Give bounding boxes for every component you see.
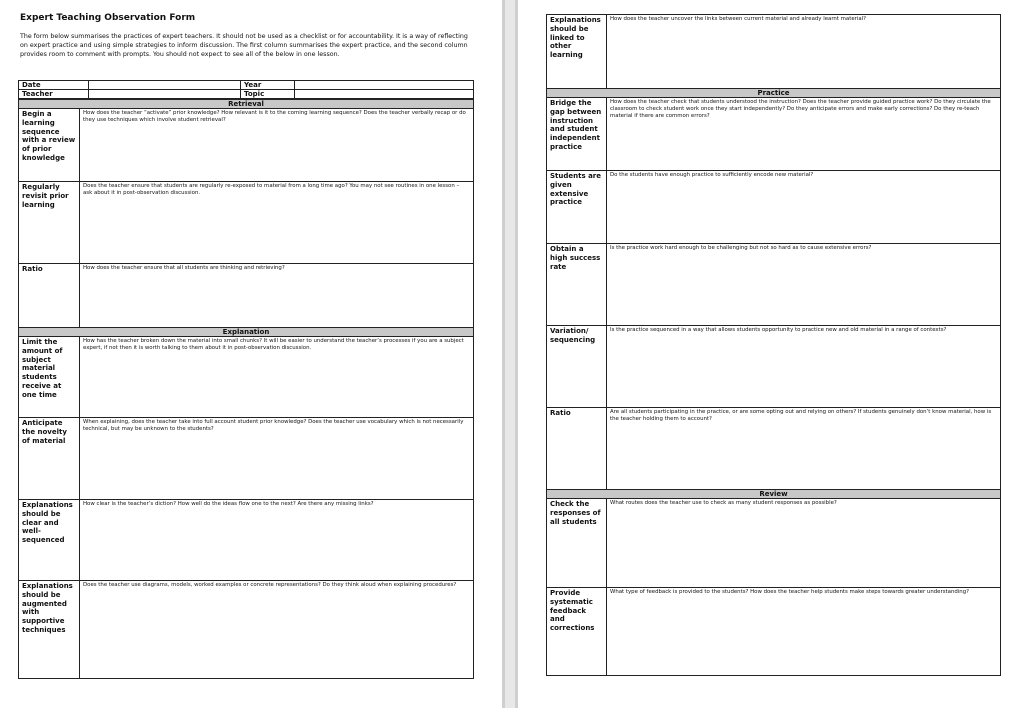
comment-cell[interactable]: How does the teacher uncover the links between current material and already learnt material? (607, 15, 1001, 89)
practice-label: Provide systematic feedback and corrections (547, 588, 607, 676)
practice-label: Begin a learning sequence with a review of prior knowledge (19, 109, 80, 182)
intro-text: The form below summarises the practices of expert teachers. It should not be used as a checklist or for accountability. It is a way of reflecting on expert practice and using simple strategies to inform discussion. The first column summarises the expert practice, and the second column provides room to comment with prompts. You should not expect to see all of the below in one lesson. (20, 33, 468, 58)
date-field[interactable] (89, 81, 241, 90)
practice-label: Limit the amount of subject material students receive at one time (19, 337, 80, 418)
comment-cell[interactable]: How has the teacher broken down the material into small chunks? It will be easier to understand the teacher’s processes if you are a subject expert, if not then it is worth talking to them about it in post-observation discussion. (80, 337, 474, 418)
comment-cell[interactable]: Is the practice sequenced in a way that allows students opportunity to practice new and old material in a range of contexts? (607, 326, 1001, 408)
form-title: Expert Teaching Observation Form (20, 13, 196, 23)
comment-cell[interactable]: How does the teacher ensure that all students are thinking and retrieving? (80, 264, 474, 328)
comment-cell[interactable]: How does the teacher check that students understood the instruction? Does the teacher provide guided practice work? Do they circulate the classroom to check student work once they start independently? Do they anticipate errors and make early corrections? Do they re-teach material if there are common errors? (607, 98, 1001, 171)
comment-cell[interactable]: How does the teacher “activate” prior knowledge? How relevant is it to the coming learning sequence? Does the teacher verbally recap or do they use techniques which involve student retrieval? (80, 109, 474, 182)
teacher-field[interactable] (89, 90, 241, 99)
retrieval-heading: Retrieval (19, 100, 474, 109)
practice-label: Bridge the gap between instruction and student independent practice (547, 98, 607, 171)
comment-cell[interactable]: When explaining, does the teacher take into full account student prior knowledge? Does the teacher use vocabulary which is not necessarily technical, but may be unknown to the students? (80, 418, 474, 500)
explanation-heading: Explanation (19, 328, 474, 337)
retrieval-explanation-table (18, 99, 474, 679)
practice-label: Ratio (19, 264, 80, 328)
practice-label: Check the responses of all students (547, 499, 607, 588)
scrollbar[interactable] (505, 0, 515, 708)
meta-table (18, 80, 474, 99)
comment-cell[interactable]: What type of feedback is provided to the students? How does the teacher help students make steps towards greater understanding? (607, 588, 1001, 676)
date-label: Date (19, 81, 89, 90)
topic-field[interactable] (295, 90, 474, 99)
comment-cell[interactable]: Are all students participating in the practice, or are some opting out and relying on others? If students genuinely don’t know material, how is the teacher holding them to account? (607, 408, 1001, 490)
topic-label: Topic (241, 90, 295, 99)
practice-label: Explanations should be augmented with supportive techniques (19, 581, 80, 679)
year-label: Year (241, 81, 295, 90)
practice-review-table (546, 14, 1001, 676)
comment-cell[interactable]: What routes does the teacher use to check as many student responses as possible? (607, 499, 1001, 588)
practice-label: Explanations should be clear and well-sequenced (19, 500, 80, 581)
page-1 (0, 0, 502, 708)
page-gutter (502, 0, 518, 708)
practice-label: Ratio (547, 408, 607, 490)
comment-cell[interactable]: Do the students have enough practice to sufficiently encode new material? (607, 171, 1001, 244)
year-field[interactable] (295, 81, 474, 90)
practice-label: Obtain a high success rate (547, 244, 607, 326)
practice-label: Anticipate the novelty of material (19, 418, 80, 500)
practice-label: Variation/ sequencing (547, 326, 607, 408)
review-heading: Review (547, 490, 1001, 499)
page-2 (518, 0, 1024, 708)
teacher-label: Teacher (19, 90, 89, 99)
practice-label: Explanations should be linked to other learning (547, 15, 607, 89)
comment-cell[interactable]: How clear is the teacher’s diction? How well do the ideas flow one to the next? Are there any missing links? (80, 500, 474, 581)
practice-label: Regularly revisit prior learning (19, 182, 80, 264)
practice-heading: Practice (547, 89, 1001, 98)
practice-label: Students are given extensive practice (547, 171, 607, 244)
comment-cell[interactable]: Does the teacher use diagrams, models, worked examples or concrete representations? Do they think aloud when explaining procedures? (80, 581, 474, 679)
comment-cell[interactable]: Does the teacher ensure that students are regularly re-exposed to material from a long time ago? You may not see routines in one lesson – ask about it in post-observation discussion. (80, 182, 474, 264)
comment-cell[interactable]: Is the practice work hard enough to be challenging but not so hard as to cause extensive errors? (607, 244, 1001, 326)
